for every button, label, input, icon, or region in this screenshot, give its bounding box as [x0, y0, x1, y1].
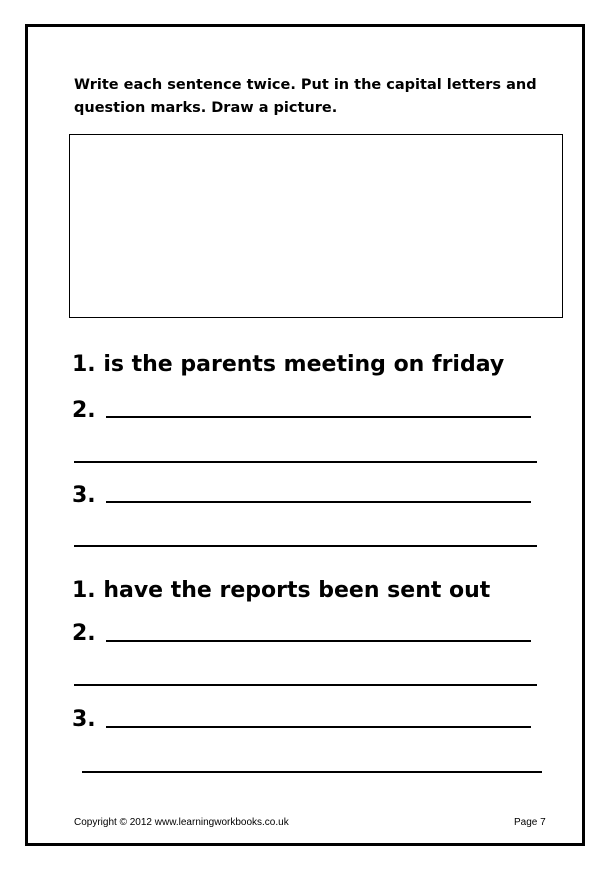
sentence-1: 1. is the parents meeting on friday	[72, 352, 505, 377]
writing-line[interactable]	[106, 416, 531, 418]
line-label-3: 3.	[72, 707, 96, 732]
line-label-3: 3.	[72, 483, 96, 508]
line-label-2: 2.	[72, 621, 96, 646]
line-label-2: 2.	[72, 398, 96, 423]
worksheet-page	[25, 24, 585, 846]
copyright-text: Copyright © 2012 www.learningworkbooks.co.uk	[74, 817, 289, 828]
writing-line[interactable]	[106, 726, 531, 728]
writing-line[interactable]	[82, 771, 542, 773]
sentence-2: 1. have the reports been sent out	[72, 578, 491, 603]
page-number: Page 7	[514, 817, 546, 828]
instructions-text: Write each sentence twice. Put in the capital letters and question marks. Draw a picture.	[74, 77, 537, 116]
drawing-box[interactable]	[69, 134, 563, 318]
writing-line[interactable]	[106, 640, 531, 642]
writing-line[interactable]	[74, 545, 537, 547]
writing-line[interactable]	[106, 501, 531, 503]
writing-line[interactable]	[74, 684, 537, 686]
writing-line[interactable]	[74, 461, 537, 463]
